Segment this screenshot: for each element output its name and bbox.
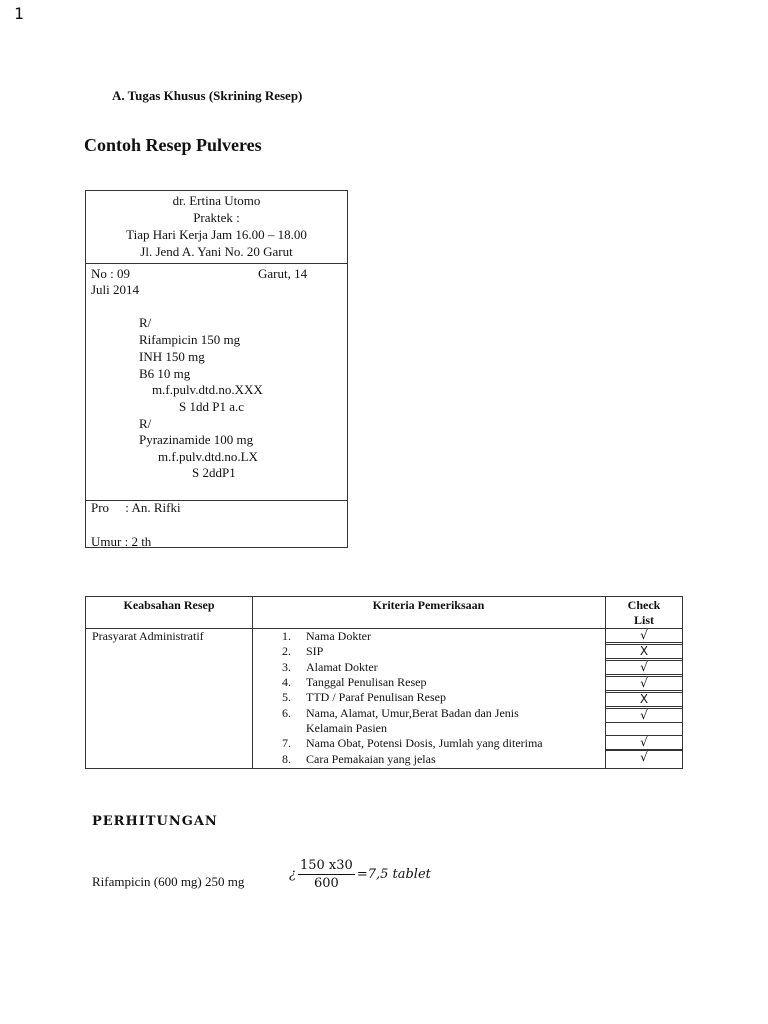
column-header-list: List xyxy=(633,613,654,627)
calculation-heading: PERHITUNGAN xyxy=(92,814,218,829)
screening-table xyxy=(85,596,683,769)
check-mark: √ xyxy=(605,750,683,765)
patient-age: Umur : 2 th xyxy=(91,534,152,549)
prescription-box xyxy=(85,190,348,548)
criteria-item: 5. TTD / Paraf Penulisan Resep xyxy=(282,690,446,704)
practice-address: Jl. Jend A. Yani No. 20 Garut xyxy=(140,244,293,259)
check-mark: √ xyxy=(605,735,683,750)
column-header-criteria: Kriteria Pemeriksaan xyxy=(372,598,485,612)
criteria-item: 1. Nama Dokter xyxy=(282,629,371,643)
calculation-label: Rifampicin (600 mg) 250 mg xyxy=(92,874,245,889)
document-title: Contoh Resep Pulveres xyxy=(84,135,262,155)
formula-denominator: 600 xyxy=(313,876,339,891)
criteria-item: 4. Tanggal Penulisan Resep xyxy=(282,675,427,689)
doctor-name: dr. Ertina Utomo xyxy=(172,193,261,208)
check-mark: √ xyxy=(605,708,683,723)
recipe-mark: R/ xyxy=(139,315,152,330)
prescription-number: No : 09 xyxy=(91,266,130,281)
practice-hours: Tiap Hari Kerja Jam 16.00 – 18.00 xyxy=(126,227,307,242)
drug-line: B6 10 mg xyxy=(139,366,191,381)
compounding-instruction: m.f.pulv.dtd.no.XXX xyxy=(152,382,263,397)
criteria-item: 3. Alamat Dokter xyxy=(282,660,378,674)
recipe-mark: R/ xyxy=(139,416,152,431)
compounding-instruction: m.f.pulv.dtd.no.LX xyxy=(158,449,258,464)
check-mark: √ xyxy=(605,628,683,643)
practice-label: Praktek : xyxy=(193,210,240,225)
check-mark: √ xyxy=(605,660,683,675)
criteria-item: 7. Nama Obat, Potensi Dosis, Jumlah yang diterima xyxy=(282,736,543,750)
criteria-item-cont: Kelamain Pasien xyxy=(306,721,387,735)
page-number: 1 xyxy=(14,4,24,23)
column-header-validity: Keabsahan Resep xyxy=(123,598,215,612)
prescription-date: Garut, 14 xyxy=(258,266,308,281)
drug-line: Pyrazinamide 100 mg xyxy=(139,432,254,447)
formula-fraction xyxy=(298,858,355,891)
criteria-item: 6. Nama, Alamat, Umur,Berat Badan dan Jenis xyxy=(282,706,519,720)
prescription-header xyxy=(86,191,347,264)
prescription-body xyxy=(86,264,347,501)
signa-line: S 2ddP1 xyxy=(192,465,236,480)
drug-line: INH 150 mg xyxy=(139,349,205,364)
formula-result: =7,5 tablet xyxy=(356,867,431,882)
check-mark: √ xyxy=(605,676,683,691)
prescription-footer xyxy=(86,500,347,548)
formula-prefix: ¿ xyxy=(289,867,296,882)
patient-name: Pro : An. Rifki xyxy=(91,500,181,515)
cross-mark: X xyxy=(605,644,683,659)
criteria-item: 8. Cara Pemakaian yang jelas xyxy=(282,752,436,766)
category-label: Prasyarat Administratif xyxy=(92,629,204,643)
drug-line: Rifampicin 150 mg xyxy=(139,332,241,347)
section-heading: A. Tugas Khusus (Skrining Resep) xyxy=(112,88,303,103)
calculation-formula xyxy=(289,858,431,891)
column-header-check: Check xyxy=(627,598,661,612)
signa-line: S 1dd P1 a.c xyxy=(179,399,244,414)
prescription-date-cont: Juli 2014 xyxy=(91,282,140,297)
formula-numerator: 150 x30 xyxy=(299,858,353,873)
cross-mark: X xyxy=(605,692,683,707)
criteria-item: 2. SIP xyxy=(282,644,324,658)
